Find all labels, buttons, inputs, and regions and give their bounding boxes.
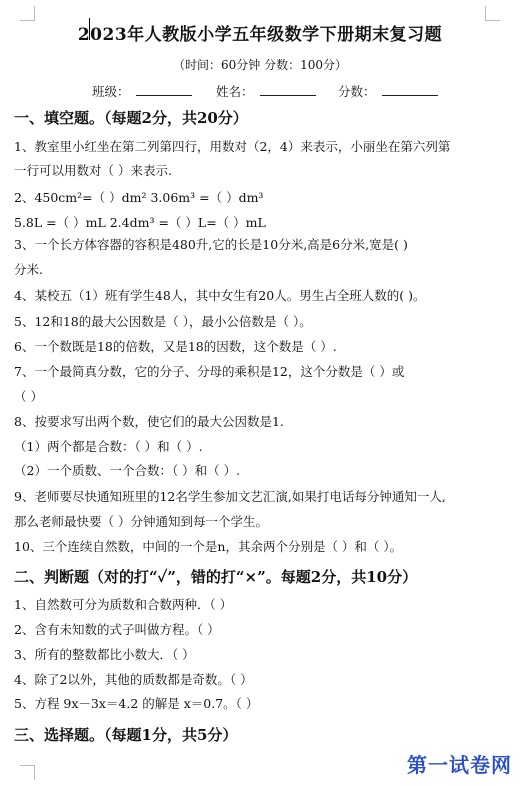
score-blank[interactable]: [382, 95, 438, 96]
section-heading-choice: 三、选择题。（每题1分，共5分）: [14, 726, 238, 744]
question-line: 那么老师最快要（ ）分钟通知到每一个学生。: [14, 514, 268, 529]
question-line: 3、一个长方体容器的容积是480升,它的长是10分米,高是6分米,宽是( ): [14, 237, 408, 252]
name-field: [216, 82, 316, 100]
question-line: （1）两个都是合数：（ ）和（ ）.: [14, 439, 203, 454]
question-line: 1、教室里小红坐在第二列第四行，用数对（2，4）来表示，小丽坐在第六列第: [14, 139, 451, 154]
class-label: 班级：: [92, 84, 130, 99]
site-watermark-logo: 第一试卷网: [407, 753, 512, 777]
question-line: 2、含有未知数的式子叫做方程。（ ）: [14, 622, 220, 637]
score-field: [338, 82, 438, 100]
question-line: 分米.: [14, 262, 43, 277]
question-line: 3、所有的整数都比小数大．（ ）: [14, 647, 195, 662]
question-line: 4、除了2以外，其他的质数都是奇数。（ ）: [14, 672, 253, 687]
corner-mark-top-right: [485, 6, 500, 21]
class-field: [92, 82, 192, 100]
document-title: 2023年人教版小学五年级数学下册期末复习题: [77, 25, 443, 45]
question-line: 4、某校五（1）班有学生48人，其中女生有20人。男生占全班人数的( )。: [14, 288, 426, 303]
corner-mark-top-left: [20, 6, 35, 21]
name-blank[interactable]: [260, 95, 316, 96]
question-line: 5、12和18的最大公因数是（ ），最小公倍数是（ ）。: [14, 314, 312, 329]
question-line: 6、一个数既是18的倍数，又是18的因数，这个数是（ ）.: [14, 339, 337, 354]
question-line: （2）一个质数、一个合数：（ ）和（ ）.: [14, 463, 241, 478]
question-line: 9、老师要尽快通知班里的12名学生参加文艺汇演,如果打电话每分钟通知一人,: [14, 489, 446, 504]
question-line: 5.8L =（ ）mL 2.4dm³ =（ ）L=（ ）mL: [14, 215, 266, 230]
question-line: 10、三个连续自然数，中间的一个是n，其余两个分别是（ ）和（ ）。: [14, 539, 403, 554]
question-line: （ ）: [14, 389, 43, 404]
question-line: 7、一个最简真分数，它的分子、分母的乘积是12，这个分数是（ ）或: [14, 364, 405, 379]
score-label: 分数：: [338, 84, 376, 99]
name-label: 姓名：: [216, 84, 254, 99]
question-line: 1、自然数可分为质数和合数两种．（ ）: [14, 597, 233, 612]
section-heading-fill: 一、填空题。（每题2分，共20分）: [14, 109, 248, 127]
question-line: 一行可以用数对（ ）来表示.: [14, 163, 172, 178]
question-line: 8、按要求写出两个数，使它们的最大公因数是1.: [14, 414, 284, 429]
section-heading-judge: 二、判断题（对的打“✓”，错的打“×”。每题2分，共10分）: [14, 568, 418, 586]
class-blank[interactable]: [136, 95, 192, 96]
document-subtitle: （时间：60分钟 分数：100分）: [173, 58, 347, 72]
question-line: 2、450cm²=（ ）dm² 3.06m³ =（ ）dm³: [14, 190, 264, 205]
corner-mark-bottom-left: [20, 765, 35, 780]
question-line: 5、方程 9x－3x＝4.2 的解是 x＝0.7。（ ）: [14, 696, 259, 711]
